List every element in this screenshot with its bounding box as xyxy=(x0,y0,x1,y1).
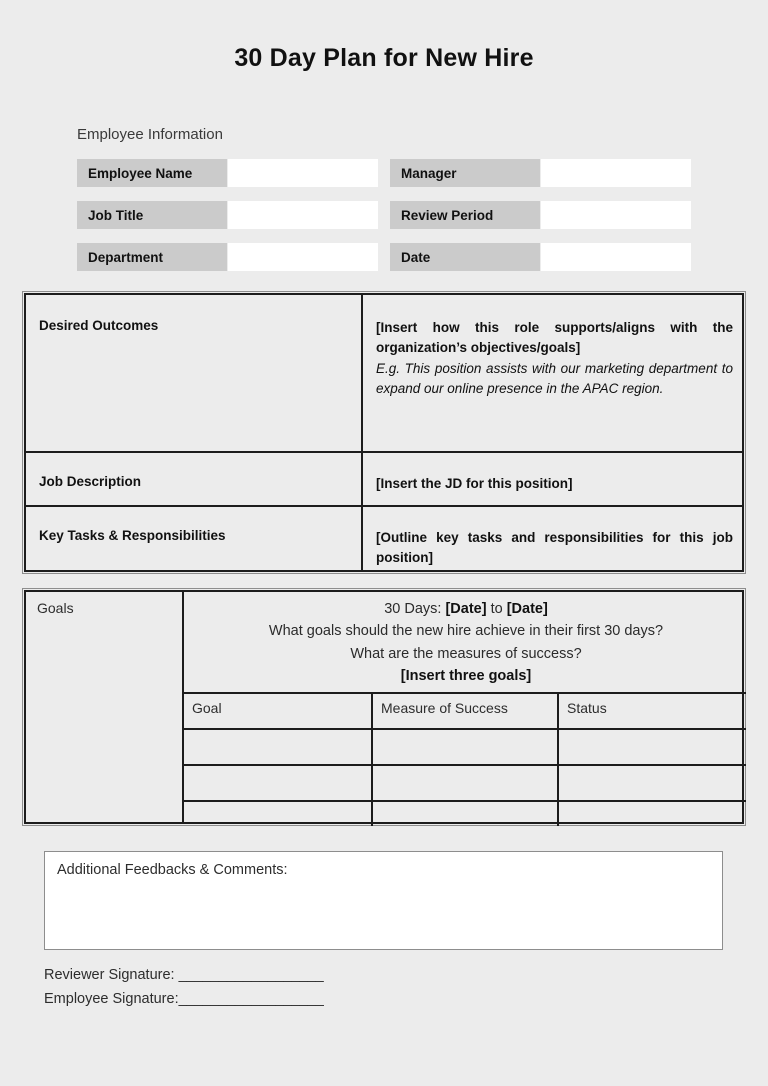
goals-period-start: [Date] xyxy=(445,601,487,617)
goals-period-prefix: 30 Days: xyxy=(384,601,446,617)
goals-row-divider-3 xyxy=(182,800,746,802)
goals-instruction: [Insert three goals] xyxy=(400,668,532,685)
goals-side-column-divider xyxy=(182,592,184,822)
outcomes-content-job-description: [Insert the JD for this position] xyxy=(376,476,573,491)
field-input-job-title[interactable] xyxy=(228,201,378,229)
goals-question-1: What goals should the new hire achieve in their first 30 days? xyxy=(268,623,664,640)
outcomes-table xyxy=(22,291,746,574)
page-title: 30 Day Plan for New Hire xyxy=(234,44,534,72)
field-label-employee-name: Employee Name xyxy=(77,159,227,187)
goals-column-header-measure: Measure of Success xyxy=(381,700,508,716)
outcomes-row-divider-1 xyxy=(26,451,742,453)
goals-period-end: [Date] xyxy=(506,601,548,617)
goals-period-joiner: to xyxy=(486,601,507,617)
outcomes-content-bold-0: [Insert how this role supports/aligns with the organization’s objectives/goals] xyxy=(376,320,733,355)
field-input-review-period[interactable] xyxy=(541,201,691,229)
additional-feedback-label: Additional Feedbacks & Comments: xyxy=(57,862,288,878)
employee-information-heading: Employee Information xyxy=(77,126,223,143)
goals-side-label: Goals xyxy=(37,600,74,616)
reviewer-signature-blank[interactable]: __________________ xyxy=(178,967,324,983)
field-input-date[interactable] xyxy=(541,243,691,271)
outcomes-content-italic-0: E.g. This position assists with our marketing department to expand our online presence in the APAC region. xyxy=(376,361,733,396)
goals-row-divider-2 xyxy=(182,764,746,766)
employee-signature-label: Employee Signature: xyxy=(44,991,179,1007)
outcomes-table-border xyxy=(24,293,744,572)
goals-question-2: What are the measures of success? xyxy=(350,645,582,662)
field-input-department[interactable] xyxy=(228,243,378,271)
field-input-manager[interactable] xyxy=(541,159,691,187)
reviewer-signature-label: Reviewer Signature: xyxy=(44,967,179,983)
goals-header-block xyxy=(186,598,746,688)
goals-period-line xyxy=(186,598,746,620)
additional-feedback-box[interactable] xyxy=(44,851,723,950)
outcomes-content-key-tasks: [Outline key tasks and responsibilities for this job position] xyxy=(376,530,733,565)
field-label-date: Date xyxy=(390,243,540,271)
field-input-employee-name[interactable] xyxy=(228,159,378,187)
field-label-manager: Manager xyxy=(390,159,540,187)
goals-header-row-divider xyxy=(182,692,746,694)
goals-row-divider-1 xyxy=(182,728,746,730)
goals-table-border xyxy=(24,590,744,824)
employee-signature-blank[interactable]: __________________ xyxy=(178,991,324,1007)
employee-signature-line xyxy=(44,991,324,1007)
outcomes-row-divider-2 xyxy=(26,505,742,507)
goals-column-header-status: Status xyxy=(567,700,607,716)
field-label-job-title: Job Title xyxy=(77,201,227,229)
field-label-department: Department xyxy=(77,243,227,271)
goals-column-header-goal: Goal xyxy=(192,700,222,716)
field-label-review-period: Review Period xyxy=(390,201,540,229)
outcomes-label-job-description: Job Description xyxy=(39,474,142,489)
reviewer-signature-line xyxy=(44,967,324,983)
goals-column-divider-2 xyxy=(557,692,559,826)
outcomes-label-desired-outcomes: Desired Outcomes xyxy=(39,318,159,333)
outcomes-content-desired-outcomes xyxy=(363,306,746,398)
goals-column-divider-1 xyxy=(371,692,373,826)
outcomes-label-key-tasks: Key Tasks & Responsibilities xyxy=(39,528,226,543)
goals-table xyxy=(22,588,746,826)
